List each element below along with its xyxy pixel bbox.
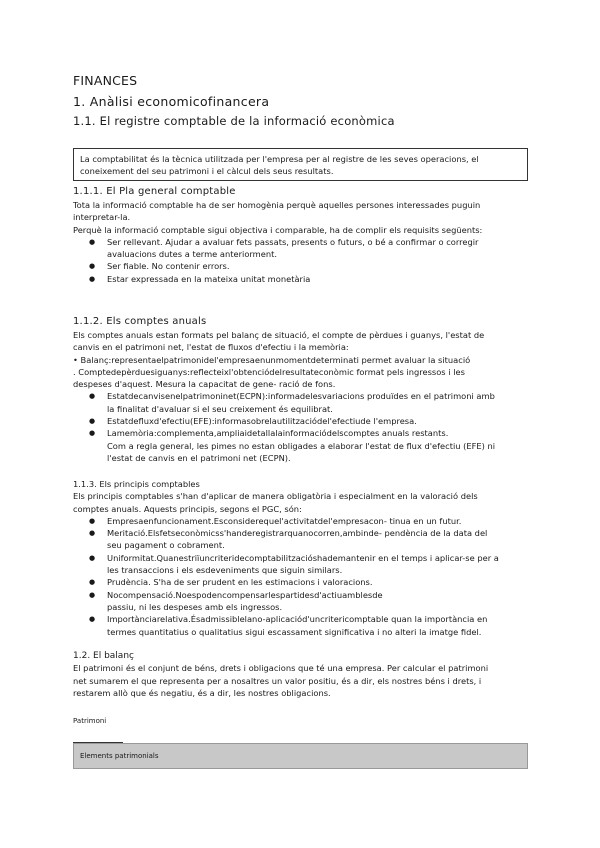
list-item: ● Ser rellevant. Ajudar a avaluar fets passats, presents o futurs, o bé a confirmar o corregir avaluacions dutes a terme anteriorment. (73, 236, 518, 261)
comptes-list (73, 390, 518, 439)
list-item: ● Importànciarelativa.Ésadmissiblelano-aplicaciód'uncriteri​comptable quan la importància en termes quantitatius o qualitatius sigui escassament significativa i no alteri la imatge fidel. (73, 613, 518, 638)
paragraph-line: • Balanç:representaelpatrimonidel'empresaenunmomentdeterminati permet avaluar la situació (73, 354, 471, 365)
paragraph-line: Perquè la informació comptable sigui objectiva i comparable, ha de complir els requisits següents: (73, 224, 483, 235)
heading-balanc: 1.2. El balanç (73, 651, 134, 661)
paragraph-line: Com a regla general, les pimes no estan obligades a elaborar l'estat de flux d'efectiu (EFE) ni (107, 440, 496, 451)
definition-line-2: coneixement del seu patrimoni i el càlcul dels seus resultats. (80, 166, 334, 176)
paragraph-line: Tota la informació comptable ha de ser homogènia perquè aquelles persones interessades puguin (73, 200, 481, 210)
paragraph-line: Els comptes anuals estan formats pel balanç de situació, el compte de pèrdues i guanys, l'estat de (73, 330, 485, 340)
paragraph-line: despeses d'aquest. Mesura la capacitat de gene- ració de fons. (73, 379, 336, 390)
section-title-finances: FINANCES (73, 73, 138, 88)
list-item: ● Estatdefluxd'efectiu(EFE):informasobrelautilitzaciódel'efectiude l'empresa. (73, 415, 518, 427)
requisits-list (73, 236, 518, 285)
list-item: ● Estar expressada en la mateixa unitat monetària (73, 273, 518, 285)
heading-analisi: 1. Anàlisi economicofinancera (73, 94, 270, 109)
section-principis (73, 478, 518, 638)
principis-list (73, 515, 518, 638)
paragraph-line: interpretar-la. (73, 212, 131, 223)
list-item: ● Uniformitat.Quanestriïuncriteridecomptabilitzacióshademantenir en el temps i aplicar-se per a les transaccions i els esdeveniments que siguin similars. (73, 552, 518, 577)
list-item: ● Lamemòria:complementa,ampliaidetallalainformaciódelscomptes anuals restants. (73, 427, 518, 439)
heading-pla-general: 1.1.1. El Pla general comptable (73, 186, 236, 197)
heading-registre-comptable: 1.1. El registre comptable de la informació econòmica (73, 114, 395, 128)
list-item: ● Estatdecanvisenelpatrimoninet(ECPN):informadelesvariacions produïdes en el patrimoni amb la finalitat d'avaluar si el seu creixement és equilibrat. (73, 390, 518, 415)
label-elements-patrimonials: Elements patrimonials (80, 752, 159, 760)
paragraph-line: canvis en el patrimoni net, l'estat de fluxos d'efectiu i la memòria: (73, 342, 349, 353)
list-item: ● Empresaenfuncionament.Esconsiderequel'activitatdel'empresacon- tinua en un futur. (73, 515, 518, 527)
list-item: ● Prudència. S'ha de ser prudent en les estimacions i valoracions. (73, 576, 518, 588)
paragraph-line: comptes anuals. Aquests principis, segons el PGC, són: (73, 503, 302, 514)
heading-comptes-anuals: 1.1.2. Els comptes anuals (73, 316, 207, 327)
list-item: ● Ser fiable. No contenir errors. (73, 260, 518, 272)
paragraph-line: . Comptedepèrduesiguanys:reflecteixl'obtenciódelresultateconòmic format pels ingressos i les (73, 366, 465, 377)
definition-line-1: La comptabilitat és la tècnica utilitzada per l'empresa per al registre de les seves operacions, el (80, 154, 479, 164)
section-comptes-anuals (73, 316, 518, 464)
heading-principis: 1.1.3. Els principis comptables (73, 479, 200, 489)
list-item: ● Nocompensació.Noespodencompensarlespartidesd'actiuamblesde passiu, ni les despeses amb els ingressos. (73, 589, 518, 614)
elements-patrimonials-bar (73, 743, 528, 769)
paragraph-line: net sumarem el que representa per a nosaltres un valor positiu, és a dir, els nostres béns i drets, i (73, 675, 482, 686)
paragraph-line: l'estat de canvis en el patrimoni net (ECPN). (107, 452, 291, 463)
definition-box (73, 148, 528, 181)
paragraph-line: restarem allò que és negatiu, és a dir, les nostres obligacions. (73, 687, 331, 698)
list-item: ● Meritació.Elsfetseconòmicss'handeregistrarquanocorren,ambinde- pendència de la data del seu pagament o cobrament. (73, 527, 518, 552)
section-balanc (73, 650, 518, 699)
paragraph-line: Els principis comptables s'han d'aplicar de manera obligatòria i especialment en la valoració dels (73, 491, 478, 502)
label-patrimoni: Patrimoni (73, 717, 107, 725)
section-pla-general (73, 186, 518, 285)
paragraph-line: El patrimoni és el conjunt de béns, drets i obligacions que té una empresa. Per calcular el patrimoni (73, 663, 489, 674)
